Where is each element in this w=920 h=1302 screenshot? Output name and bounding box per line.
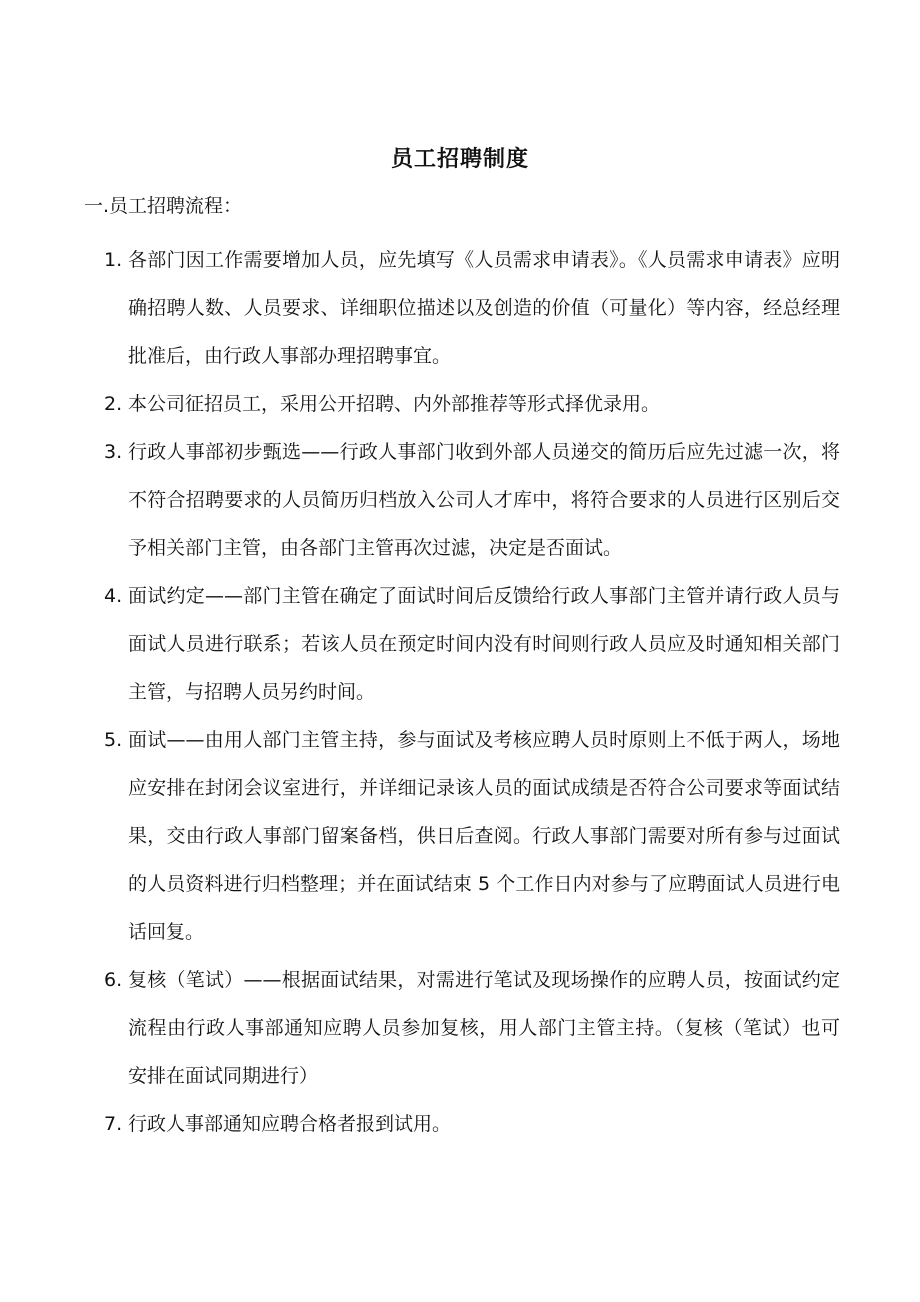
item-number: 5.: [104, 729, 123, 751]
item-text: 面试——由用人部门主管主持，参与面试及考核应聘人员时原则上不低于两人，场地应安排在封闭会议室进行，并详细记录该人员的面试成绩是否符合公司要求等面试结果，交由行政人事部门留案备档，供日后查阅。行政人事部门需要对所有参与过面试的人员资料进行归档整理；并在面试结束 5 个工作日内对参与了应聘面试人员进行电话回复。: [128, 729, 840, 943]
list-item-5: [0, 716, 920, 956]
item-text: 行政人事部通知应聘合格者报到试用。: [128, 1113, 452, 1135]
page-title: 员工招聘制度: [390, 147, 529, 172]
list-item-1: [0, 236, 920, 380]
item-text: 行政人事部初步甄选——行政人事部门收到外部人员递交的简历后应先过滤一次，将不符合招聘要求的人员简历归档放入公司人才库中，将符合要求的人员进行区别后交予相关部门主管，由各部门主管再次过滤，决定是否面试。: [128, 441, 840, 559]
list-item-3: [0, 428, 920, 572]
item-number: 1.: [104, 249, 123, 271]
item-number: 6.: [104, 969, 123, 991]
item-text: 各部门因工作需要增加人员，应先填写《人员需求申请表》。《人员需求申请表》应明确招聘人数、人员要求、详细职位描述以及创造的价值（可量化）等内容，经总经理批准后，由行政人事部办理招聘事宜。: [128, 249, 840, 367]
list-item-2: [0, 380, 920, 428]
procedure-list: [0, 236, 920, 1148]
item-number: 2.: [104, 393, 123, 415]
item-text: 本公司征招员工，采用公开招聘、内外部推荐等形式择优录用。: [128, 393, 661, 415]
item-text: 复核（笔试）——根据面试结果，对需进行笔试及现场操作的应聘人员，按面试约定流程由行政人事部通知应聘人员参加复核，用人部门主管主持。（复核（笔试）也可安排在面试同期进行）: [128, 969, 840, 1087]
list-item-4: [0, 572, 920, 716]
item-number: 3.: [104, 441, 123, 463]
list-item-7: [0, 1100, 920, 1148]
item-number: 7.: [104, 1113, 123, 1135]
item-number: 4.: [104, 585, 123, 607]
item-text: 面试约定——部门主管在确定了面试时间后反馈给行政人事部门主管并请行政人员与面试人员进行联系；若该人员在预定时间内没有时间则行政人员应及时通知相关部门主管，与招聘人员另约时间。: [128, 585, 840, 703]
list-item-6: [0, 956, 920, 1100]
section-heading: 一.员工招聘流程：: [84, 195, 243, 217]
